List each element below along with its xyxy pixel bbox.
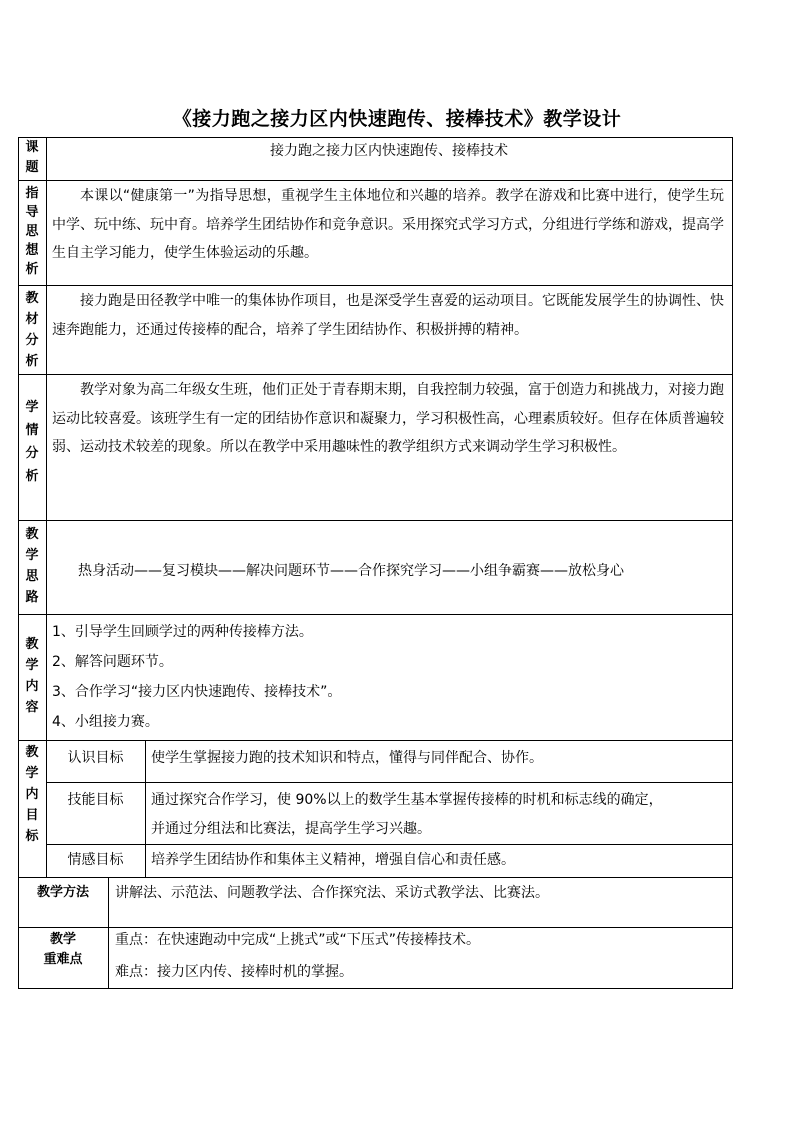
label-students: 学 情 分 析 — [25, 400, 39, 484]
label-approach: 教 学 思 路 — [25, 527, 39, 605]
difficulty-point: 难点：接力区内传、接棒时机的掌握。 — [115, 964, 353, 980]
students-content: 教学对象为高二年级女生班，他们正处于青春期末期，自我控制力较强，富于创造力和挑战力，对接力跑运动比较喜爱。该班学生有一定的团结协作意识和凝聚力，学习积极性高，心理素质较好。但存在体质普遍较弱、运动技术较差的现象。所以在教学中采用趣味性的教学组织方式来调动学生学习积极性。 — [52, 382, 724, 455]
material-content: 接力跑是田径教学中唯一的集体协作项目，也是深受学生喜爱的运动项目。它既能发展学生的协调性、快速奔跑能力，还通过传接棒的配合，培养了学生团结协作、积极拼搏的精神。 — [52, 293, 724, 338]
document-title: 《接力跑之接力区内快速跑传、接棒技术》教学设计 — [172, 108, 622, 130]
label-contents: 教 学 内 容 — [25, 637, 39, 715]
content-item: 1、引导学生回顾学过的两种传接棒方法。 — [52, 624, 313, 640]
approach-content: 热身活动——复习模块——解决问题环节——合作探究学习——小组争霸赛——放松身心 — [78, 563, 624, 579]
content-item: 4、小组接力赛。 — [52, 714, 159, 730]
label-key-points-line-2: 重难点 — [43, 952, 83, 967]
goal-cognitive: 使学生掌握接力跑的技术知识和特点，懂得与同伴配合、协作。 — [151, 750, 543, 766]
goal-skill-line-2: 并通过分组法和比赛法，提高学生学习兴趣。 — [151, 821, 431, 837]
content-item: 2、解答问题环节。 — [52, 654, 173, 670]
label-methods: 教学方法 — [36, 885, 89, 900]
goal-label-cognitive: 认识目标 — [67, 750, 124, 766]
content-item: 3、合作学习“接力区内快速跑传、接棒技术”。 — [52, 684, 342, 700]
label-goals: 教 学 内 目 标 — [25, 745, 39, 844]
methods-content: 讲解法、示范法、问题教学法、合作探究法、采访式教学法、比赛法。 — [115, 885, 549, 901]
goal-skill-line-1: 通过探究合作学习，使 90%以上的数学生基本掌握传接棒的时机和标志线的确定， — [151, 792, 663, 808]
goal-label-skill: 技能目标 — [67, 792, 124, 808]
label-topic: 课 题 — [25, 140, 39, 175]
goal-emotion: 培养学生团结协作和集体主义精神，增强自信心和责任感。 — [151, 852, 515, 868]
label-guiding: 指 导 思 想 析 — [25, 186, 39, 277]
label-material: 教 材 分 析 — [25, 291, 39, 369]
guiding-content: 本课以“健康第一”为指导思想，重视学生主体地位和兴趣的培养。教学在游戏和比赛中进行，使学生玩中学、玩中练、玩中育。培养学生团结协作和竞争意识。采用探究式学习方式，分组进行学练和游戏，提高学生自主学习能力，使学生体验运动的乐趣。 — [52, 188, 724, 261]
goal-label-emotion: 情感目标 — [67, 852, 124, 868]
key-point: 重点：在快速跑动中完成“上挑式”或“下压式”传接棒技术。 — [115, 932, 481, 948]
label-key-points-line-1: 教学 — [49, 932, 76, 947]
topic-content: 接力跑之接力区内快速跑传、接棒技术 — [270, 143, 508, 159]
